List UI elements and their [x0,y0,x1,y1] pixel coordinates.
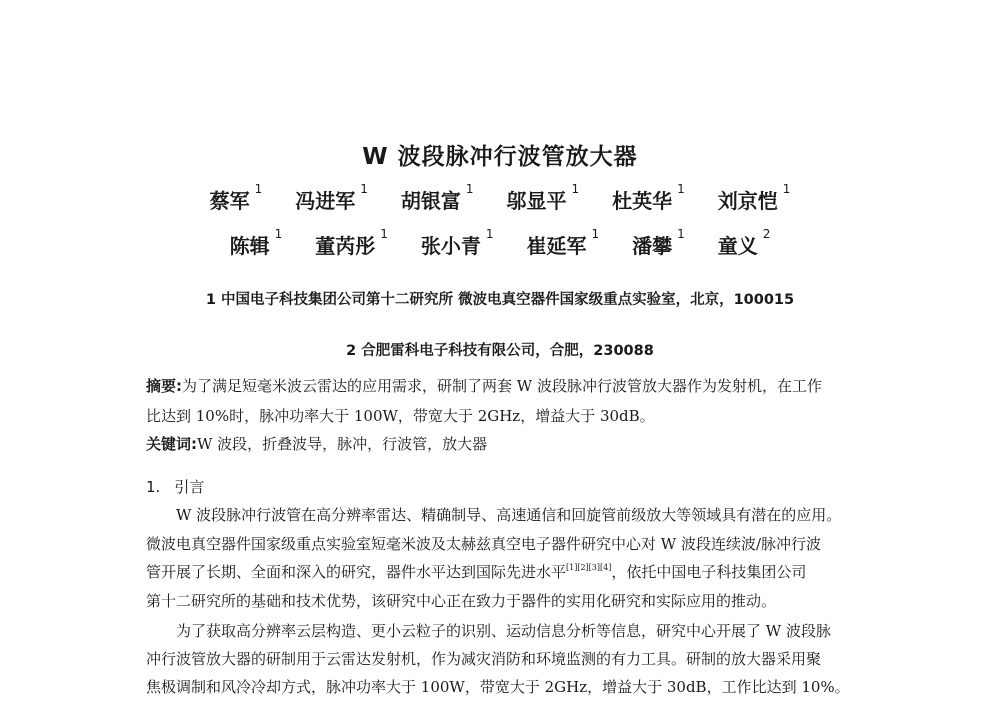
author-list-row-1 [0,182,1000,214]
section-heading [146,476,204,497]
paragraph-line: 第十二研究所的基础和技术优势，该研究中心正在致力于器件的实用化研究和实际应用的推动。 [146,592,777,610]
author [612,182,685,214]
author-affiliation-mark: 1 [360,182,368,196]
paragraph-line: 冲行波管放大器的研制用于云雷达发射机，作为减灾消防和环境监测的有力工具。研制的放大器采用聚 [146,650,822,668]
author [400,182,474,214]
author-affiliation-mark: 1 [677,227,685,241]
paragraph-line: 焦极调制和风冷冷却方式，脉冲功率大于 100W，带宽大于 2GHz，增益大于 30dB，工作比达到 10%。 [146,678,850,696]
author-affiliation-mark: 1 [782,182,791,196]
abstract-line-1 [146,376,891,396]
author [717,227,771,259]
author-name: 冯进军 [295,189,356,213]
author [717,182,791,214]
author-affiliation-mark: 1 [254,182,263,196]
paragraph-text: ，依托中国电子科技集团公司 [611,563,807,581]
author [209,182,263,214]
author-list-row-2 [0,227,1000,259]
author-name: 潘攀 [632,234,673,258]
abstract-line-2: 比达到 10%时，脉冲功率大于 100W，带宽大于 2GHz，增益大于 30dB。 [146,407,655,425]
author [632,227,685,259]
author-name: 陈辑 [229,234,270,258]
author [315,227,388,259]
author-name: 董芮彤 [315,234,376,258]
author-affiliation-mark: 1 [485,227,494,241]
author-affiliation-mark: 1 [571,182,580,196]
author [420,227,494,259]
author-name: 刘京恺 [717,189,778,213]
author [526,227,600,259]
author [506,182,580,214]
author-affiliation-mark: 1 [677,182,685,196]
author-affiliation-mark: 1 [380,227,388,241]
paragraph-line: W 波段脉冲行波管在高分辨率雷达、精确制导、高速通信和回旋管前级放大等领域具有潜在的应用。 [176,506,842,524]
author-name: 杜英华 [612,189,673,213]
author-name: 胡银富 [400,189,461,213]
paragraph-line: 为了获取高分辨率云层构造、更小云粒子的识别、运动信息分析等信息，研究中心开展了 W 波段脉 [176,622,831,640]
author [295,182,368,214]
keywords-label: 关键词: [146,435,197,453]
author-affiliation-mark: 1 [591,227,600,241]
author-name: 童义 [717,234,758,258]
paragraph-text: 管开展了长期、全面和深入的研究，器件水平达到国际先进水平 [146,563,567,581]
paragraph-line [146,562,891,582]
section-title: 引言 [174,478,205,496]
author-affiliation-mark: 1 [274,227,283,241]
paper-title: W 波段脉冲行波管放大器 [362,144,638,170]
paragraph-line: 微波电真空器件国家级重点实验室短毫米波及太赫兹真空电子器件研究中心对 W 波段连续波/脉冲行波 [146,535,822,553]
author-affiliation-mark: 1 [465,182,474,196]
author-name: 张小青 [420,234,481,258]
author-affiliation-mark: 2 [762,227,771,241]
keywords-text: W 波段，折叠波导，脉冲，行波管，放大器 [197,435,488,453]
author-name: 崔延军 [526,234,587,258]
citation-marks: [1][2][3][4] [566,563,612,572]
keywords [146,434,891,454]
abstract-text: 为了满足短毫米波云雷达的应用需求，研制了两套 W 波段脉冲行波管放大器作为发射机，在工作 [182,377,822,395]
affiliation-1: 1 中国电子科技集团公司第十二研究所 微波电真空器件国家级重点实验室，北京，100015 [205,292,795,308]
author [229,227,283,259]
author-name: 邬显平 [506,189,567,213]
author-name: 蔡军 [209,189,250,213]
section-number: 1. [146,478,161,496]
affiliation-2: 2 合肥雷科电子科技有限公司，合肥，230088 [346,343,654,359]
abstract-label: 摘要: [146,377,182,395]
